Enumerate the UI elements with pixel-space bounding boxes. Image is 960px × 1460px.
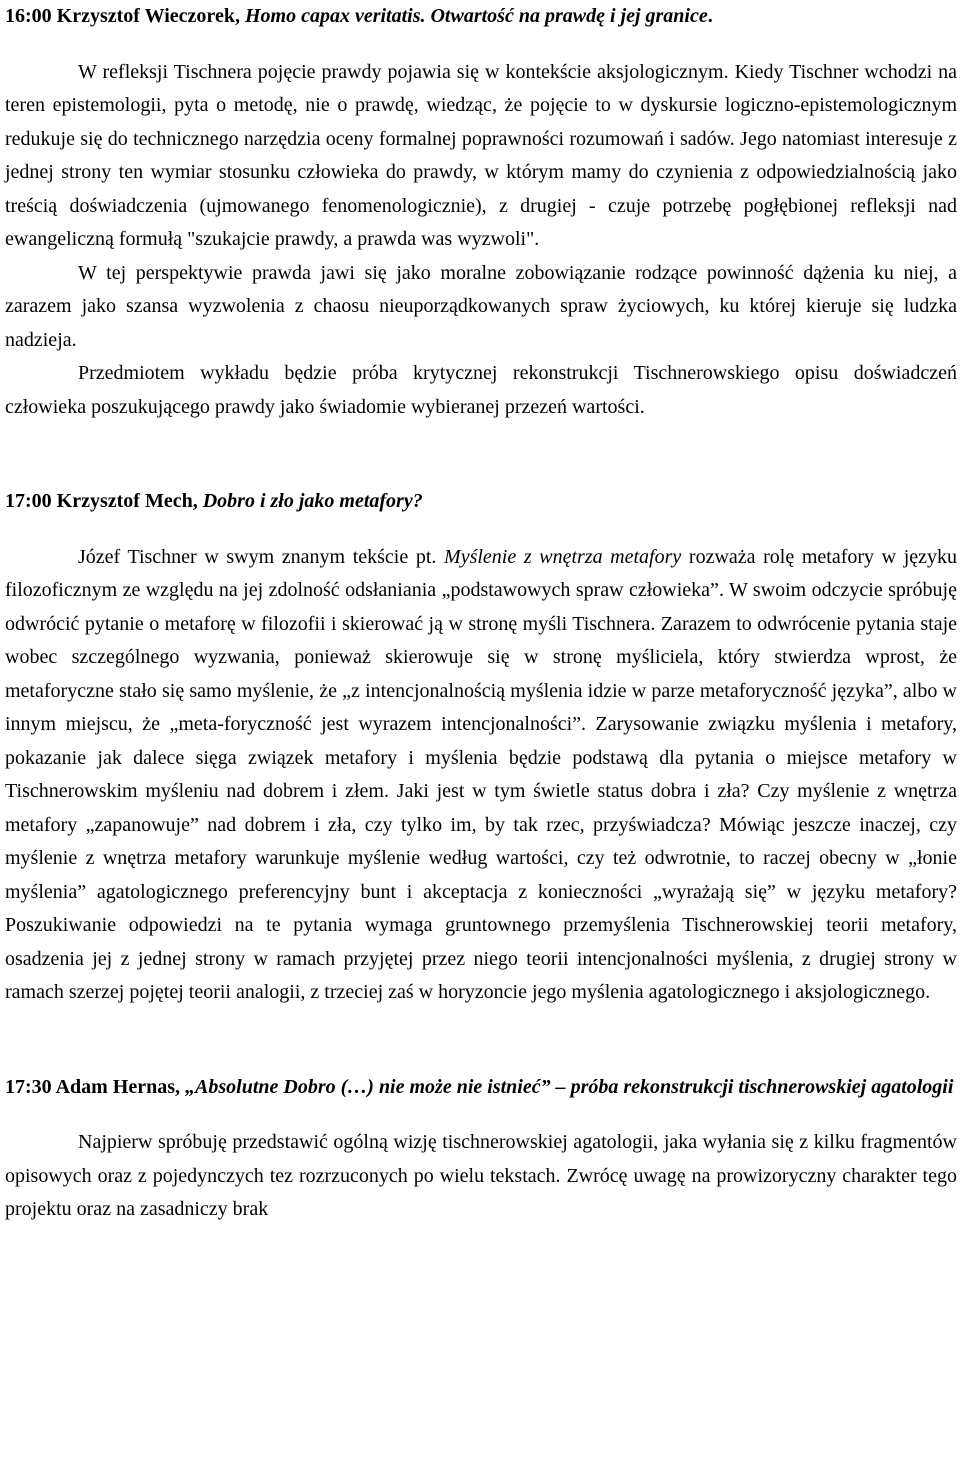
talk-title: Homo capax veritatis. Otwartość na prawdę i jej granice [244, 5, 708, 27]
talk-title: „Absolutne Dobro (…) nie może nie istnieć” – próba rekonstrukcji tischnerowskiej agatologii [185, 1075, 954, 1098]
talk-time: 16:00 [5, 5, 52, 27]
document-page [5, 0, 957, 1227]
abstract-paragraph: Przedmiotem wykładu będzie próba krytycznej rekonstrukcji Tischnerowskiego opisu doświadczeń człowieka poszukującego prawdy jako świadomie wybieranej przezeń wartości. [5, 362, 957, 418]
talk-heading-2 [5, 485, 957, 519]
talk-speaker: Krzysztof Mech, [56, 490, 198, 512]
talk-speaker: Krzysztof Wieczorek, [56, 5, 240, 27]
talk-title: Dobro i zło jako metafory? [202, 490, 423, 512]
abstract-paragraph: W tej perspektywie prawda jawi się jako moralne zobowiązanie rodzące powinność dążenia ku niej, a zarazem jako szansa wyzwolenia z chaosu nieuporządkowanych spraw życiowych, ku której kieruje się ludzka nadzieja. [5, 261, 957, 351]
talk-heading-3 [5, 1071, 957, 1105]
talk-time: 17:00 [5, 490, 52, 512]
abstract-text: rozważa rolę metafory w języku filozoficznym ze względu na jej zdolność odsłaniania „podstawowych spraw człowieka”. W swoim odczycie spróbuję odwrócić pytanie o metaforę w filozofii i skierować ją w stronę myśli Tischnera. Zarazem to odwrócenie pytania staje wobec szczególnego wyzwania, ponieważ skierowuje się w stronę myśliciela, który stwierdza wprost, że metaforyczne stało się samo myślenie, że „z intencjonalnością myślenia idzie w parze metaforyczność języka”, albo w innym miejscu, że „meta-foryczność jest wyrazem intencjonalności”. Zarysowanie związku myślenia i metafory, pokazanie jak dalece sięga związek metafory i myślenia będzie podstawą dla pytania o miejsce metafory w Tischnerowskim myśleniu nad dobrem i złem. Jaki jest w tym świetle status dobra i zła? Czy myślenie z wnętrza metafory „zapanowuje” nad dobrem i zła, czy tylko im, by tak rzec, przyświadcza? Mówiąc jeszcze inaczej, czy myślenie z wnętrza metafory warunkuje myślenie według wartości, czy też odwrotnie, to raczej obecny w „łonie myślenia” agatologicznego preferencyjny bunt i akceptacja z konieczności „wyrażają się” w języku metafory? Poszukiwanie odpowiedzi na te pytania wymaga gruntownego przemyślenia Tischnerowskiej teorii metafory, osadzenia jej z jednej strony w ramach przyjętej przez niego teorii intencjonalności myślenia, z drugiej strony w ramach szerzej pojętej teorii analogii, z trzeciej zaś w horyzoncie jego myślenia agatologicznego i aksjologicznego. [5, 545, 958, 1003]
talk-speaker: Adam Hernas, [55, 1075, 181, 1098]
abstract-paragraph: Najpierw spróbuję przedstawić ogólną wizję tischnerowskiej agatologii, jaka wyłania się z kilku fragmentów opisowych oraz z pojedynczych tez rozrzuconych po wielu tekstach. Zwrócę uwagę na prowizoryczny charakter tego projektu oraz na zasadniczy brak [5, 1131, 957, 1220]
abstract-paragraph [5, 541, 957, 1010]
talk-title-end: . [707, 5, 713, 27]
talk-time: 17:30 [5, 1075, 52, 1098]
cited-work-title: Myślenie z wnętrza metafory [444, 545, 682, 568]
abstract-paragraph: W refleksji Tischnera pojęcie prawdy pojawia się w kontekście aksjologicznym. Kiedy Tischner wchodzi na teren epistemologii, pyta o metodę, nie o prawdę, wiedząc, że pojęcie to w dyskursie logiczno-epistemologicznym redukuje się do technicznego narzędzia oceny formalnej poprawności rozumowań i sadów. Jego natomiast interesuje z jednej strony ten wymiar stosunku człowieka do prawdy, w którym mamy do czynienia z odpowiedzialnością jako treścią doświadczenia (ujmowanego fenomenologicznie), z drugiej - czuje potrzebę pogłębionej refleksji nad ewangeliczną formułą "szukajcie prawdy, a prawda was wyzwoli". [5, 60, 957, 250]
abstract-text: Józef Tischner w swym znanym tekście pt. [78, 545, 437, 568]
talk-heading-1 [5, 0, 957, 34]
